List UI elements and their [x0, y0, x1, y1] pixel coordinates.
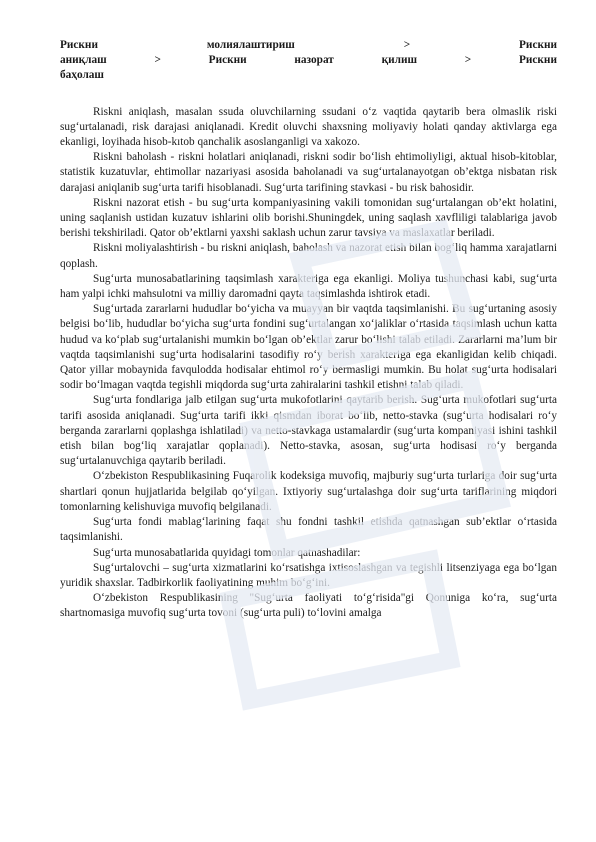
heading-word: Рискни — [519, 54, 557, 67]
paragraph-loss-distribution: Sug‘urtada zararlarni hududlar bo‘yicha va muayyan bir vaqtda taqsimlanishi. Bu sug‘urtaning asosiy belgisi bo‘lib, hududlar bo‘yicha sug‘urta fondini sug‘urtalangan xo‘jaliklar o‘rtasida taqsimlash uchun katta hudud va ko‘plab sug‘urtalanishi mumkin bo‘lgan ob’ektlar zarur bo‘lishi talab etiladi. Zararlarni ma’lum bir vaqtda taqsimlanishi sug‘urta hodisalarini tasodifiy ro‘y berish xarakteriga ega ekanligidan kelib chiqadi. Qator yillar mobaynida favqulodda hodisalar ehtimol ro‘y bermasligi mumkin. Bu holat sug‘urta hodisalari sodir bo‘lmagan vaqtda tegishli miqdorda sug‘urta zahiralarini tashkil etishni talab qiladi. — [60, 303, 557, 392]
paragraph-risk-identification: Riskni aniqlash, masalan ssuda oluvchilarning ssudani o‘z vaqtida qaytarib bera olmaslik riski sug‘urtalanadi, risk darajasi aniqlanadi. Kredit oluvchi shaxsning moliyaviy holati qanday aktivlarga ega ekanligi, loyihada hisob-kıtob qanchalik asoslanganligi va xakozo. — [60, 105, 557, 149]
paragraph-civil-code: O‘zbekiston Respublikasining Fuqarolik kodeksiga muvofiq, majburiy sug‘urta turlariga doir sug‘urta shartlari qonun hujjatlarida belgilab qo‘yilgan. Ixtiyoriy sug‘urtalashga doir sug‘urta tariflarining miqdori tomonlarning kelishuviga muvofiq belgilanadi. — [60, 470, 557, 513]
paragraph-risk-control: Riskni nazorat etish - bu sug‘urta kompaniyasining vakili tomonidan sug‘urtalangan ob’ekt holatini, uning saqlanish ustidan kuzatuv ishlarini olib borishi.Shuningdek, uning saqlash xavfliligi talablariga javob berishi tekshiriladi. Qator ob’ektlarni yaxshi saklash uchun zarur tavsiya va maslaxatlar beriladi. — [60, 196, 557, 240]
heading-word: молиялаштириш — [206, 39, 295, 51]
heading-word: қилиш — [381, 54, 418, 67]
paragraph-insurer: Sug‘urtalovchi – sug‘urta xizmatlarini ko‘rsatishga ixtisoslashgan va tegishli litsenziyaga ega bo‘lgan yuridik shaxslar. Tadbirkorlik faoliyatining muhim bo‘g‘ini. — [60, 561, 557, 589]
paragraph-fund-participants: Sug‘urta fondi mablag‘larining faqat shu fondni tashkil etishda qatnashgan sub’ektlar o‘rtasida taqsimlanishi. — [60, 516, 557, 544]
heading-arrow: > — [154, 54, 161, 67]
paragraph-risk-assessment: Riskni baholash - riskni holatlari aniqlanadi, riskni sodir bo‘lish ehtimoliyligi, aktual hisob-kitoblar, statistik kuzatuvlar, ehtimollar nazariyasi asosida baholanadi va sug‘urtalanayotgan ob’ektga nisbatan risk darajasi aniqlanib sug‘urta tarifi hisoblanadi. Sug‘urta tarifining stavkasi - bu risk bahosidir. — [60, 151, 557, 194]
paragraph-risk-financing: Riskni moliyalashtirish - bu riskni aniqlash, baholash va nazorat etish bilan bog‘liq hamma xarajatlarni qoplash. — [60, 242, 557, 270]
heading-arrow: > — [403, 39, 411, 51]
paragraph-premium-return: Sug‘urta fondlariga jalb etilgan sug‘urta mukofotlarini qaytarib berish. Sug‘urta mukofotlari sug‘urta tarifi asosida aniqlanadi. Sug‘urta tarifi ikki qismdan iborat bo‘lib, netto-stavka (sug‘urta hodisalari ro‘y berganda zararlarni qoplashga ishlatiladi) va netto-stavkaga ustamalardir (sug‘urta kompaniyasi ishini tashkil etish bilan bog‘liq xarajatlar qoplanadi). Netto-stavka, asosan, sug‘urta hodisasi ro‘y berganda sug‘urtalanuvchiga qaytarib beriladi. — [60, 394, 557, 468]
heading-word: баҳолаш — [60, 69, 104, 82]
heading-word: назорат — [294, 54, 334, 67]
paragraph-parties-intro: Sug‘urta munosabatlarida quyidagi tomonlar qatnashadilar: — [93, 546, 361, 559]
body-text — [60, 105, 557, 622]
paragraph-distribution: Sug‘urta munosabatlarining taqsimlash xarakteriga ega ekanligi. Moliya tushunchasi kabi, sug‘urta ham yalpi ichki mahsulotni va milliy daromadni qayta taqsimlashda ishtirok etadi. — [60, 272, 557, 301]
heading-word: Рискни — [519, 39, 557, 51]
heading-word: Рискни — [60, 39, 98, 51]
heading-row-3 — [60, 68, 557, 83]
heading-word: аниқлаш — [60, 54, 107, 67]
heading-row-2 — [60, 53, 557, 68]
paragraph-insurance-law: O‘zbekiston Respublikasining "Sug‘urta faoliyati to‘g‘risida"gi Qonuniga ko‘ra, sug‘urta shartnomasiga muvofiq sug‘urta tovoni (sug‘urta puli) to‘lovini amalga — [60, 592, 557, 620]
heading — [60, 38, 557, 84]
heading-word: Рискни — [208, 54, 247, 67]
heading-row-1 — [60, 38, 557, 53]
heading-arrow: > — [464, 54, 472, 67]
